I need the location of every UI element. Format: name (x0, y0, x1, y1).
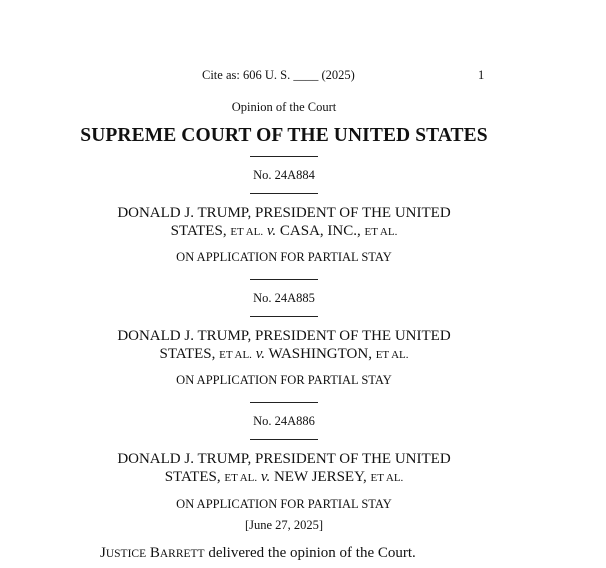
caption-line-1: DONALD J. TRUMP, PRESIDENT OF THE UNITED (117, 451, 451, 467)
divider-rule (250, 279, 318, 280)
application-line: ON APPLICATION FOR PARTIAL STAY (176, 250, 392, 264)
caption-et-al: ET AL. (230, 226, 264, 238)
application-line: ON APPLICATION FOR PARTIAL STAY (176, 497, 392, 511)
opinion-label: Opinion of the Court (231, 100, 337, 114)
justice-initial: J (100, 545, 106, 561)
caption-states: STATES, (170, 223, 227, 239)
caption-et-al: ET AL. (364, 226, 398, 238)
docket-number: No. 24A884 (253, 168, 315, 182)
caption-et-al: ET AL. (370, 472, 404, 484)
caption-versus: v. (260, 469, 271, 485)
caption-respondent: CASA, INC., (279, 223, 361, 239)
caption-et-al: ET AL. (219, 349, 252, 361)
caption-line-2 (0, 222, 568, 241)
divider-rule (250, 439, 318, 440)
page-number: 1 (478, 68, 485, 82)
caption-line-1: DONALD J. TRUMP, PRESIDENT OF THE UNITED (117, 328, 451, 344)
divider-rule (250, 156, 318, 157)
caption-et-al: ET AL. (224, 472, 258, 484)
docket-number: No. 24A885 (253, 291, 315, 305)
caption-line-1: DONALD J. TRUMP, PRESIDENT OF THE UNITED (117, 205, 451, 221)
caption-line-2 (0, 345, 568, 364)
caption-line-2 (0, 468, 568, 487)
divider-rule (250, 316, 318, 317)
divider-rule (250, 402, 318, 403)
case-caption (0, 327, 568, 364)
caption-respondent: NEW JERSEY, (273, 469, 367, 485)
court-title: SUPREME COURT OF THE UNITED STATES (80, 125, 488, 146)
caption-et-al: ET AL. (375, 349, 409, 361)
caption-versus: v. (255, 346, 265, 362)
case-caption (0, 450, 568, 487)
justice-title-rest: USTICE (105, 548, 147, 560)
caption-versus: v. (266, 223, 277, 239)
justice-name-rest: ARRETT (159, 548, 205, 560)
docket-number: No. 24A886 (253, 414, 315, 428)
delivered-text: delivered the opinion of the Court. (204, 545, 416, 561)
caption-states: STATES, (164, 469, 221, 485)
opinion-delivered-line (100, 545, 416, 562)
caption-states: STATES, (159, 346, 216, 362)
caption-respondent: WASHINGTON, (268, 346, 372, 362)
citation-header: Cite as: 606 U. S. ____ (2025) (202, 68, 355, 82)
case-caption (0, 204, 568, 241)
decision-date: [June 27, 2025] (244, 518, 324, 532)
divider-rule (250, 193, 318, 194)
application-line: ON APPLICATION FOR PARTIAL STAY (176, 373, 392, 387)
justice-name-initial: B (149, 545, 160, 561)
